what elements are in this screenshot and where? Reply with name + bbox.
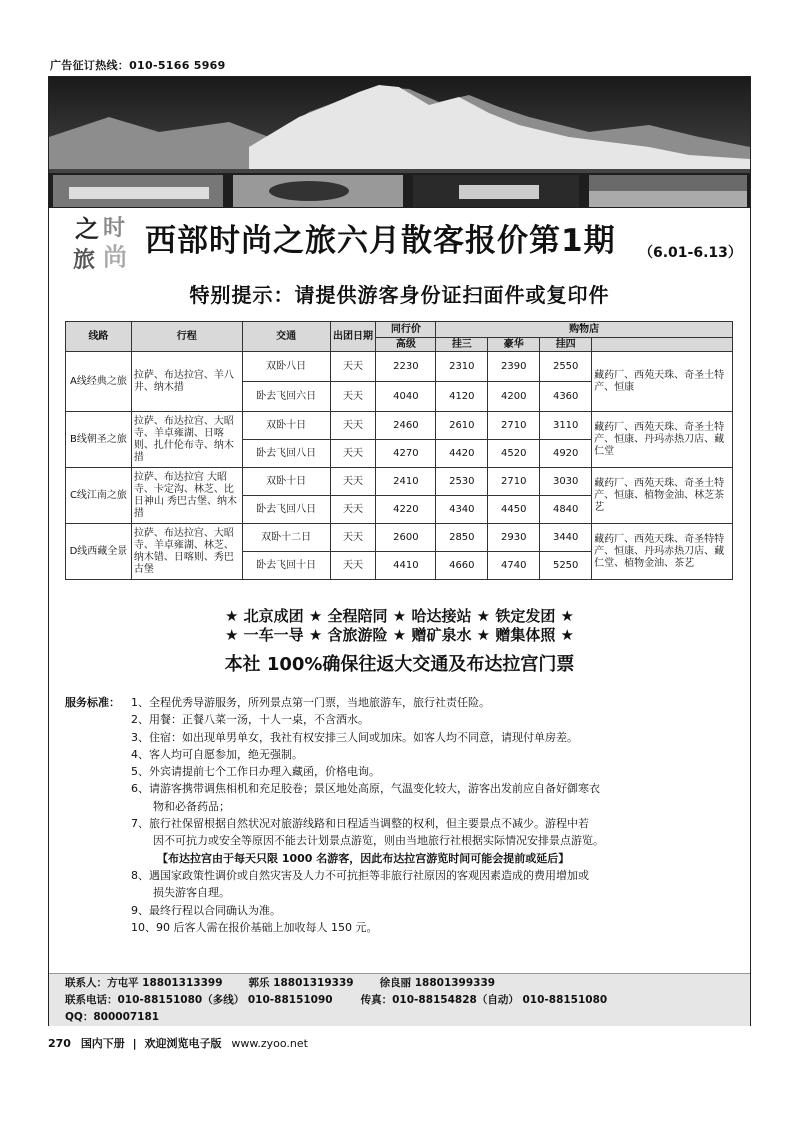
price-lux: 2710 (488, 412, 540, 440)
departure: 天天 (330, 382, 376, 412)
header-departure: 出团日期 (330, 322, 376, 352)
svg-text:之: 之 (75, 214, 99, 243)
price-high: 2460 (376, 412, 436, 440)
list-item: 1、全程优秀导游服务，所列景点第一门票，当地旅游车，旅行社责任险。 (131, 696, 490, 709)
departure: 天天 (330, 468, 376, 496)
price-high: 2600 (376, 524, 436, 552)
contact-phone-line (65, 992, 750, 1009)
contact-label: 联系人： (65, 977, 107, 989)
price-lux: 4200 (488, 382, 540, 412)
header-route: 线路 (66, 322, 132, 352)
price-high: 4220 (376, 496, 436, 524)
price-high: 2230 (376, 352, 436, 382)
price-lux: 2930 (488, 524, 540, 552)
header-grade-lux: 豪华 (488, 338, 540, 352)
list-item: 10、90 后客人需在报价基础上加收每人 150 元。 (131, 920, 378, 934)
price-g3: 4120 (436, 382, 488, 412)
transport: 卧去飞回六日 (242, 382, 330, 412)
price-g4: 3030 (540, 468, 592, 496)
price-lux: 2710 (488, 468, 540, 496)
service-label: 服务标准： (65, 696, 120, 709)
transport: 卧去飞回八日 (242, 440, 330, 468)
transport: 卧去飞回八日 (242, 496, 330, 524)
transport: 双卧十日 (242, 412, 330, 440)
departure: 天天 (330, 496, 376, 524)
header-shop-blank (592, 338, 733, 352)
svg-text:时: 时 (103, 215, 126, 241)
route-shops: 藏药厂、西苑天珠、奇圣土特产、恒康、丹玛赤热刀店、藏仁堂 (592, 412, 733, 468)
departure: 天天 (330, 524, 376, 552)
brochure-frame (48, 76, 751, 1026)
route-name: C线江南之旅 (66, 468, 132, 524)
page-number: 270 (48, 1037, 71, 1050)
header-itinerary: 行程 (131, 322, 242, 352)
price-g4: 4840 (540, 496, 592, 524)
departure: 天天 (330, 440, 376, 468)
transport: 双卧十二日 (242, 524, 330, 552)
fax-label: 传真： (360, 994, 393, 1006)
price-g4: 4360 (540, 382, 592, 412)
price-g4: 3440 (540, 524, 592, 552)
contact-person-2: 郭乐 18801319339 (248, 977, 354, 989)
section-name: 国内下册 (80, 1037, 125, 1050)
table-row (66, 352, 733, 382)
list-item: 4、客人均可自愿参加，绝无强制。 (131, 747, 303, 761)
service-list (131, 694, 731, 936)
ad-hotline: 广告征订热线：010-5166 5969 (50, 59, 226, 72)
footer-slogan: 欢迎浏览电子版 (144, 1037, 222, 1050)
price-g4: 3110 (540, 412, 592, 440)
table-header-row (66, 322, 733, 338)
transport: 双卧十日 (242, 468, 330, 496)
table-row (66, 524, 733, 552)
contact-panel (49, 973, 750, 1026)
page-title: 西部时尚之旅六月散客报价第1期 (145, 223, 616, 259)
price-high: 4410 (376, 552, 436, 580)
list-item: 3、住宿：如出现单男单女，我社有权安排三人间或加床。如客人均不同意，请现付单房差。 (131, 730, 578, 744)
contact-person-3: 徐良丽 18801399339 (379, 977, 496, 989)
route-name: A线经典之旅 (66, 352, 132, 412)
price-g4: 5250 (540, 552, 592, 580)
footer-separator: | (132, 1037, 137, 1050)
list-item: 8、遇国家政策性调价或自然灾害及人力不可抗拒等非旅行社原因的客观因素造成的费用增加或 (131, 868, 589, 882)
price-lux: 2390 (488, 352, 540, 382)
price-g4: 2550 (540, 352, 592, 382)
transport: 卧去飞回十日 (242, 552, 330, 580)
transport: 双卧八日 (242, 352, 330, 382)
banner-photo (49, 77, 750, 208)
price-g3: 2850 (436, 524, 488, 552)
date-range: （6.01-6.13） (639, 245, 742, 261)
route-itinerary: 拉萨、布达拉宫、大昭寺、羊卓雍湖、林芝、纳木错、日喀则、秀巴古堡 (131, 524, 242, 580)
route-itinerary: 拉萨、布达拉宫、羊八井、纳木措 (131, 352, 242, 412)
header-grade-4: 挂四 (540, 338, 592, 352)
list-item: 物和必备药品； (153, 799, 230, 813)
list-item: 2、用餐：正餐八菜一汤，十人一桌，不含酒水。 (131, 713, 369, 727)
price-g3: 4660 (436, 552, 488, 580)
route-name: B线朝圣之旅 (66, 412, 132, 468)
features-line-1: ★ 北京成团 ★ 全程陪同 ★ 哈达接站 ★ 铁定发团 ★ (224, 607, 574, 625)
price-high: 2410 (376, 468, 436, 496)
departure: 天天 (330, 352, 376, 382)
route-itinerary: 拉萨、布达拉宫、大昭寺、羊卓雍湖、日喀则、扎什伦布寺、纳木措 (131, 412, 242, 468)
qq-line: QQ：800007181 (65, 1011, 160, 1023)
route-shops: 藏药厂、西苑天珠、奇圣特特产、恒康、丹玛赤热刀店、藏仁堂、植物金油、茶艺 (592, 524, 733, 580)
header-transport: 交通 (242, 322, 330, 352)
footer-url[interactable]: www.zyoo.net (231, 1037, 308, 1050)
contact-persons-line (65, 975, 750, 992)
departure: 天天 (330, 552, 376, 580)
list-item: 因不可抗力或安全等原因不能去计划景点游览，则由当地旅行社根据实际情况安排景点游览。 (153, 834, 604, 848)
fax-numbers: 010-88154828（自动） 010-88151080 (392, 994, 608, 1006)
header-grade-high: 高级 (376, 338, 436, 352)
table-row (66, 412, 733, 440)
phone-label: 联系电话： (65, 994, 118, 1006)
price-lux: 4450 (488, 496, 540, 524)
header-shopping: 购物店 (436, 322, 733, 338)
page-footer (48, 1035, 308, 1051)
price-g4: 4920 (540, 440, 592, 468)
contact-person-1: 方屯平 18801313399 (107, 977, 223, 989)
price-g3: 2610 (436, 412, 488, 440)
price-lux: 4740 (488, 552, 540, 580)
list-item: 9、最终行程以合同确认为准。 (131, 903, 281, 917)
svg-text:尚: 尚 (103, 242, 127, 271)
route-itinerary: 拉萨、布达拉宫 大昭寺、卡定沟、林芝、比日神山 秀巴古堡、纳木措 (131, 468, 242, 524)
route-name: D线西藏全景 (66, 524, 132, 580)
route-shops: 藏药厂、西苑天珠、奇圣土特产、恒康 (592, 352, 733, 412)
list-item: 6、请游客携带调焦相机和充足胶卷；景区地处高原，气温变化较大，游客出发前应自备好御寒衣 (131, 782, 600, 796)
departure: 天天 (330, 412, 376, 440)
price-high: 4040 (376, 382, 436, 412)
list-item: 7、旅行社保留根据自然状况对旅游线路和日程适当调整的权利，但主要景点不减少。游程中若 (131, 817, 589, 831)
list-item: 5、外宾请提前七个工作日办理入藏函，价格电询。 (131, 765, 380, 779)
table-row (66, 468, 733, 496)
special-notice: 特别提示：请提供游客身份证扫面件或复印件 (189, 283, 610, 307)
price-g3: 2530 (436, 468, 488, 496)
brand-logo (69, 209, 135, 271)
features-block (49, 607, 750, 645)
price-g3: 4340 (436, 496, 488, 524)
phone-numbers: 010-88151080（多线） 010-88151090 (117, 994, 333, 1006)
price-g3: 4420 (436, 440, 488, 468)
header-peer-price: 同行价 (376, 322, 436, 338)
list-item: 损失游客自理。 (153, 886, 230, 900)
price-g3: 2310 (436, 352, 488, 382)
price-table (65, 321, 733, 580)
price-lux: 4520 (488, 440, 540, 468)
header-grade-3: 挂三 (436, 338, 488, 352)
guarantee-statement: 本社 100%确保往返大交通及布达拉宫门票 (224, 654, 575, 675)
price-high: 4270 (376, 440, 436, 468)
mountain-banner-image (49, 77, 750, 208)
features-line-2: ★ 一车一导 ★ 含旅游险 ★ 赠矿泉水 ★ 赠集体照 ★ (224, 626, 574, 644)
route-shops: 藏药厂、西苑天珠、奇圣土特产、恒康、植物金油、林芝茶艺 (592, 468, 733, 524)
list-item-note: 【布达拉宫由于每天只限 1000 名游客，因此布达拉宫游览时间可能会提前或延后】 (157, 851, 570, 865)
svg-text:旅: 旅 (73, 247, 96, 271)
